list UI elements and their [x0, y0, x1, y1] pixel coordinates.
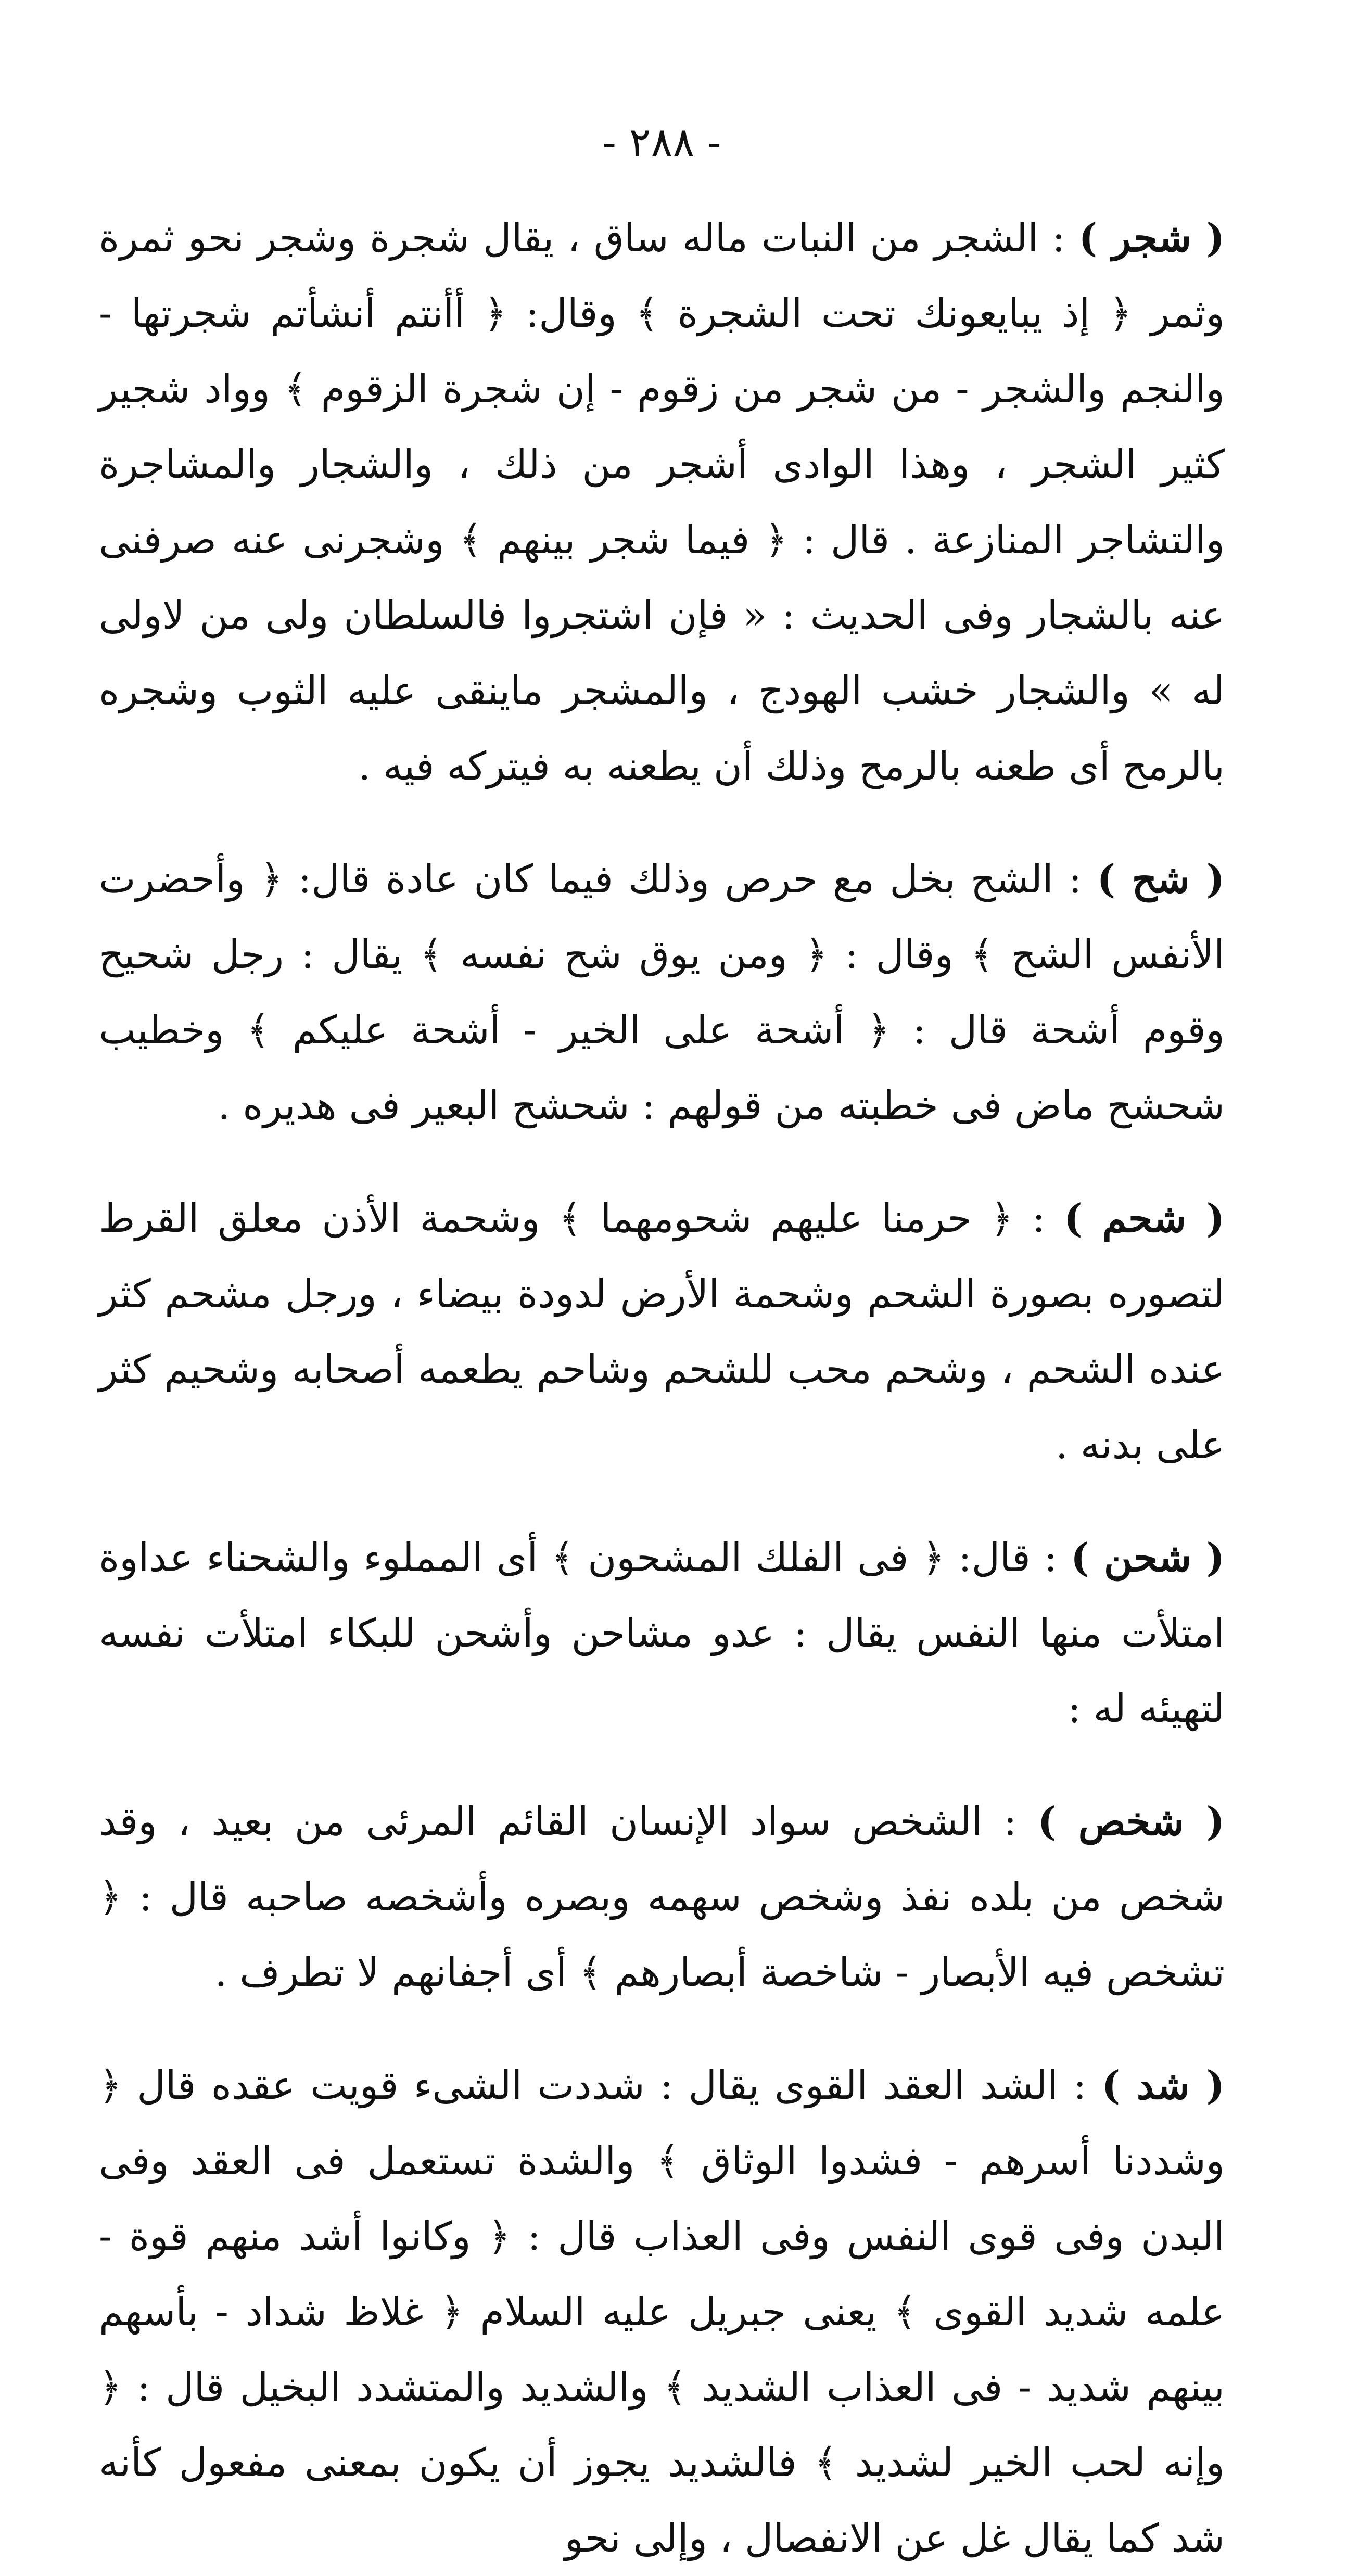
- entry-head: ( شخص ): [1037, 1799, 1225, 1844]
- entry-text: : الشخص سواد الإنسان القائم المرئى من بعيد ، وقد شخص من بلده نفذ وشخص سهمه وبصره وأشخصه صاحبه قال : ﴿ تشخص فيه الأبصار - شاخصة أبصارهم ﴾ أى أجفانهم لا تطرف .: [99, 1799, 1225, 1995]
- entry-shakhs: [99, 1784, 1225, 2010]
- entry-head: ( شجر ): [1078, 215, 1225, 261]
- entry-head: ( شحم ): [1064, 1195, 1225, 1241]
- entry-head: ( شح ): [1097, 856, 1225, 902]
- entry-shuhh: [99, 841, 1225, 1143]
- entry-shajar: [99, 200, 1225, 804]
- entry-text: : الشجر من النبات ماله ساق ، يقال شجرة وشجر نحو ثمرة وثمر ﴿ إذ يبايعونك تحت الشجرة ﴾ وقال: ﴿ أأنتم أنشأتم شجرتها - والنجم والشجر - من شجر من زقوم - إن شجرة الزقوم ﴾ وواد شجير كثير الشجر ، وهذا الوادى أشجر من ذلك ، والشجار والمشاجرة والتشاجر المنازعة . قال : ﴿ فيما شجر بينهم ﴾ وشجرنى عنه صرفنى عنه بالشجار وفى الحديث : « فإن اشتجروا فالسلطان ولى من لاولى له » والشجار خشب الهودج ، والمشجر ماينقى عليه الثوب وشجره بالرمح أى طعنه بالرمح وذلك أن يطعنه به فيتركه فيه .: [99, 215, 1225, 789]
- entry-text: : الشح بخل مع حرص وذلك فيما كان عادة قال: ﴿ وأحضرت الأنفس الشح ﴾ وقال : ﴿ ومن يوق شح نفسه ﴾ يقال : رجل شحيح وقوم أشحة قال : ﴿ أشحة على الخير - أشحة عليكم ﴾ وخطيب شحشح ماض فى خطبته من قولهم : شحشح البعير فى هديره .: [99, 856, 1225, 1128]
- entry-head: ( شد ): [1101, 2062, 1225, 2108]
- entry-shahm: [99, 1181, 1225, 1483]
- entry-shadd: [99, 2048, 1225, 2576]
- entry-shahn: [99, 1520, 1225, 1746]
- entry-text: : قال: ﴿ فى الفلك المشحون ﴾ أى المملوء والشحناء عداوة امتلأت منها النفس يقال : عدو مشاحن وأشحن للبكاء امتلأت نفسه لتهيئه له :: [99, 1535, 1225, 1731]
- document-page: [99, 0, 1225, 2561]
- entry-text: : الشد العقد القوى يقال : شددت الشىء قويت عقده قال ﴿ وشددنا أسرهم - فشدوا الوثاق ﴾ والشدة تستعمل فى العقد وفى البدن وفى قوى النفس وفى العذاب قال : ﴿ وكانوا أشد منهم قوة - علمه شديد القوى ﴾ يعنى جبريل عليه السلام ﴿ غلاظ شداد - بأسهم بينهم شديد - فى العذاب الشديد ﴾ والشديد والمتشدد البخيل قال : ﴿ وإنه لحب الخير لشديد ﴾ فالشديد يجوز أن يكون بمعنى مفعول كأنه شد كما يقال غل عن الانفصال ، وإلى نحو: [99, 2062, 1225, 2561]
- entry-text: : ﴿ حرمنا عليهم شحومهما ﴾ وشحمة الأذن معلق القرط لتصوره بصورة الشحم وشحمة الأرض لدودة بيضاء ، ورجل مشحم كثر عنده الشحم ، وشحم محب للشحم وشاحم يطعمه أصحابه وشحيم كثر على بدنه .: [99, 1195, 1225, 1468]
- entry-head: ( شحن ): [1071, 1535, 1225, 1580]
- page-number: - ٢٨٨ -: [602, 119, 721, 166]
